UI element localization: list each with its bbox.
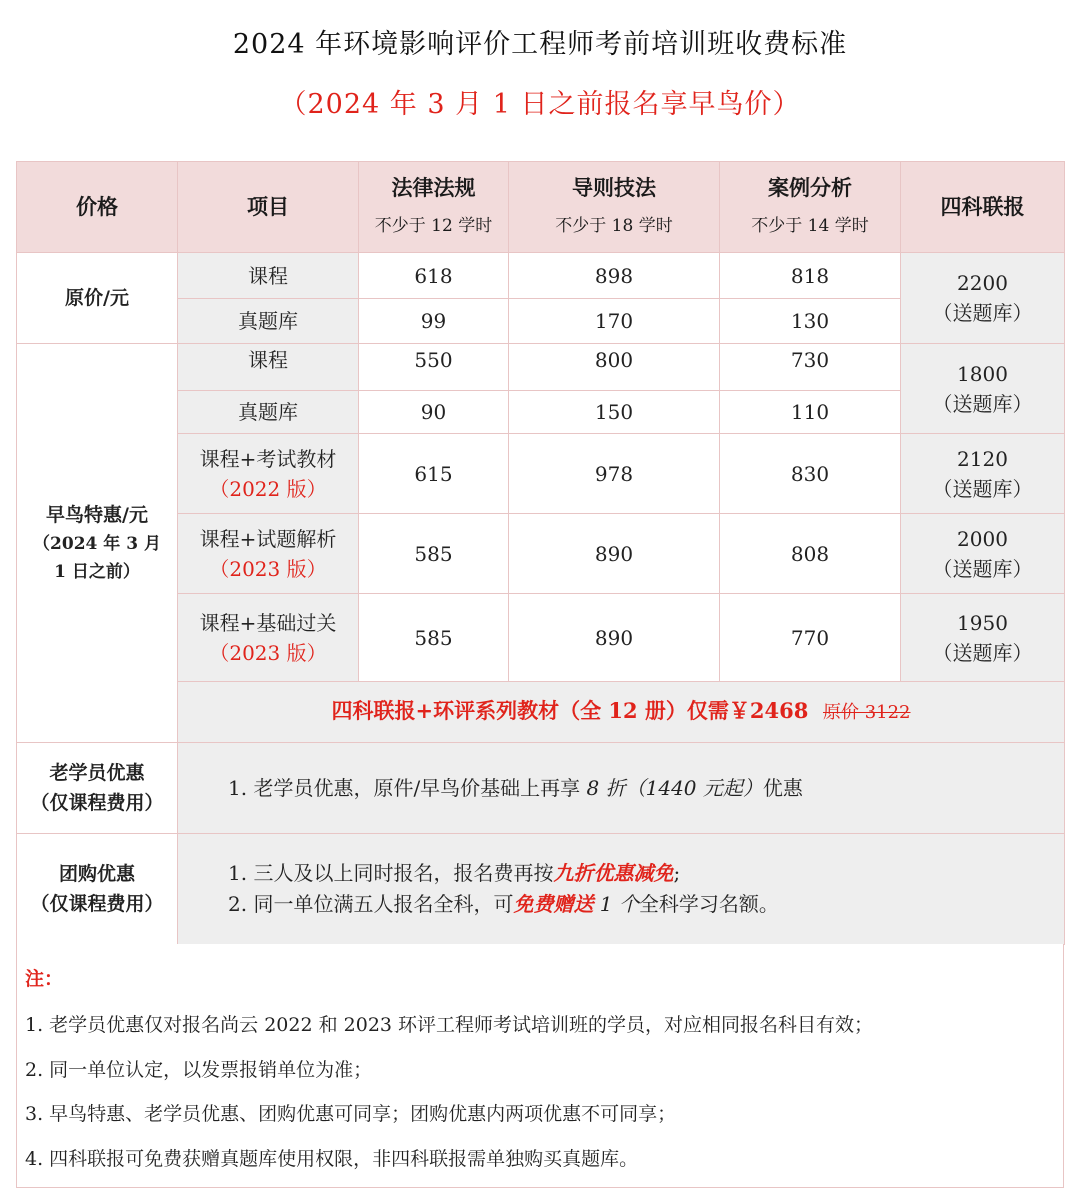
law-price: 99 [359, 299, 509, 344]
alumni-label [17, 743, 178, 834]
header-case-title: 案例分析 [768, 175, 852, 200]
header-item: 项目 [178, 162, 359, 253]
alumni-detail [178, 743, 1065, 834]
law-price: 90 [359, 391, 509, 434]
group-line2-highlight: 免费赠送 [513, 892, 594, 916]
four-price-note: （送题库） [932, 476, 1033, 501]
four-price-note: （送题库） [932, 301, 1033, 325]
header-case-hours: 不少于 14 学时 [751, 216, 869, 236]
row-item: 真题库 [178, 391, 359, 434]
case-price: 830 [720, 434, 901, 514]
header-price: 价格 [17, 162, 178, 253]
four-price-note: （送题库） [932, 640, 1033, 665]
alumni-line [178, 773, 1064, 804]
note-item: 3. 早鸟特惠、老学员优惠、团购优惠可同享；团购优惠内两项优惠不可同享； [25, 1103, 677, 1125]
header-row [17, 162, 1065, 253]
four-price-value: 2000 [957, 526, 1008, 551]
row-item-edition: （2023 版） [209, 556, 327, 581]
page-subtitle: （2024 年 3 月 1 日之前报名享早鸟价） [279, 89, 801, 120]
alumni-note: （仅课程费用） [30, 792, 164, 814]
alumni-line-suffix: 优惠 [762, 775, 803, 800]
row-item-edition: （2022 版） [209, 476, 327, 501]
group-line2-suffix: 全科学习名额。 [638, 892, 779, 916]
notes-panel [16, 944, 1064, 1188]
note-item: 4. 四科联报可免费获赠真题库使用权限，非四科联报需单独购买真题库。 [25, 1148, 639, 1170]
guide-price: 890 [509, 594, 720, 682]
alumni-line-prefix: 1. 老学员优惠，原件/早鸟价基础上再享 [228, 775, 587, 800]
row-item-edition: （2023 版） [209, 640, 327, 665]
row-item [178, 594, 359, 682]
alumni-discount: 8 折（1440 元起） [586, 775, 763, 800]
case-price: 110 [720, 391, 901, 434]
guide-price: 898 [509, 253, 720, 299]
fee-table [16, 161, 1065, 945]
case-price: 730 [720, 344, 901, 391]
header-guide-title: 导则技法 [572, 175, 656, 200]
header-guide [509, 162, 720, 253]
note-item: 2. 同一单位认定，以发票报销单位为准； [25, 1059, 373, 1081]
case-price: 770 [720, 594, 901, 682]
group-line1-suffix: ; [673, 861, 681, 885]
row-item: 真题库 [178, 299, 359, 344]
guide-price: 150 [509, 391, 720, 434]
four-price [901, 594, 1065, 682]
group-line2-italic: 1 个 [593, 892, 639, 916]
guide-price: 890 [509, 514, 720, 594]
header-law-hours: 不少于 12 学时 [374, 216, 493, 236]
alumni-title: 老学员优惠 [49, 762, 145, 784]
early-bird-label [17, 344, 178, 743]
four-price-note: （送题库） [932, 391, 1033, 416]
guide-price: 170 [509, 299, 720, 344]
case-price: 818 [720, 253, 901, 299]
law-price: 585 [359, 594, 509, 682]
table-row [17, 344, 1065, 391]
alumni-row [17, 743, 1065, 834]
original-price-label: 原价/元 [17, 253, 178, 344]
row-item-name: 课程+考试教材 [199, 446, 337, 471]
four-price-value: 1800 [957, 361, 1008, 386]
four-price [901, 253, 1065, 344]
group-line-2 [178, 889, 1064, 920]
bundle-offer-text: 四科联报+环评系列教材（全 12 册）仅需￥2468 [331, 698, 809, 723]
header-four: 四科联报 [901, 162, 1065, 253]
group-line1-highlight: 九折优惠减免 [553, 861, 674, 885]
four-price-value: 2200 [957, 271, 1008, 295]
group-line2-prefix: 2. 同一单位满五人报名全科，可 [228, 892, 514, 916]
four-price-note: （送题库） [932, 556, 1033, 581]
early-bird-note: （2024 年 3 月 1 日之前） [33, 534, 161, 582]
guide-price: 978 [509, 434, 720, 514]
group-note: （仅课程费用） [30, 893, 164, 915]
table-row [17, 253, 1065, 299]
header-law-title: 法律法规 [391, 175, 476, 200]
bundle-offer [178, 682, 1065, 743]
four-price [901, 514, 1065, 594]
row-item: 课程 [178, 253, 359, 299]
four-price-value: 1950 [957, 610, 1008, 635]
note-item: 1. 老学员优惠仅对报名尚云 2022 和 2023 环评工程师考试培训班的学员，对应相同报名科目有效； [25, 1014, 874, 1036]
law-price: 585 [359, 514, 509, 594]
row-item [178, 434, 359, 514]
header-guide-hours: 不少于 18 学时 [555, 216, 673, 236]
row-item-name: 课程+试题解析 [199, 526, 337, 551]
group-title: 团购优惠 [58, 863, 135, 885]
group-line-1 [178, 858, 1064, 889]
header-law [359, 162, 509, 253]
four-price-value: 2120 [957, 446, 1008, 471]
header-case [720, 162, 901, 253]
case-price: 808 [720, 514, 901, 594]
law-price: 615 [359, 434, 509, 514]
four-price [901, 344, 1065, 434]
early-bird-title: 早鸟特惠/元 [46, 504, 148, 526]
guide-price: 800 [509, 344, 720, 391]
row-item [178, 514, 359, 594]
row-item: 课程 [178, 344, 359, 391]
four-price [901, 434, 1065, 514]
group-line1-prefix: 1. 三人及以上同时报名，报名费再按 [228, 861, 554, 885]
case-price: 130 [720, 299, 901, 344]
group-row [17, 834, 1065, 945]
row-item-name: 课程+基础过关 [199, 610, 337, 635]
group-detail [178, 834, 1065, 945]
group-label [17, 834, 178, 945]
page-title: 2024 年环境影响评价工程师考前培训班收费标准 [232, 29, 848, 60]
law-price: 550 [359, 344, 509, 391]
bundle-original-price: 原价 3122 [822, 702, 911, 723]
notes-heading: 注： [25, 968, 64, 990]
law-price: 618 [359, 253, 509, 299]
